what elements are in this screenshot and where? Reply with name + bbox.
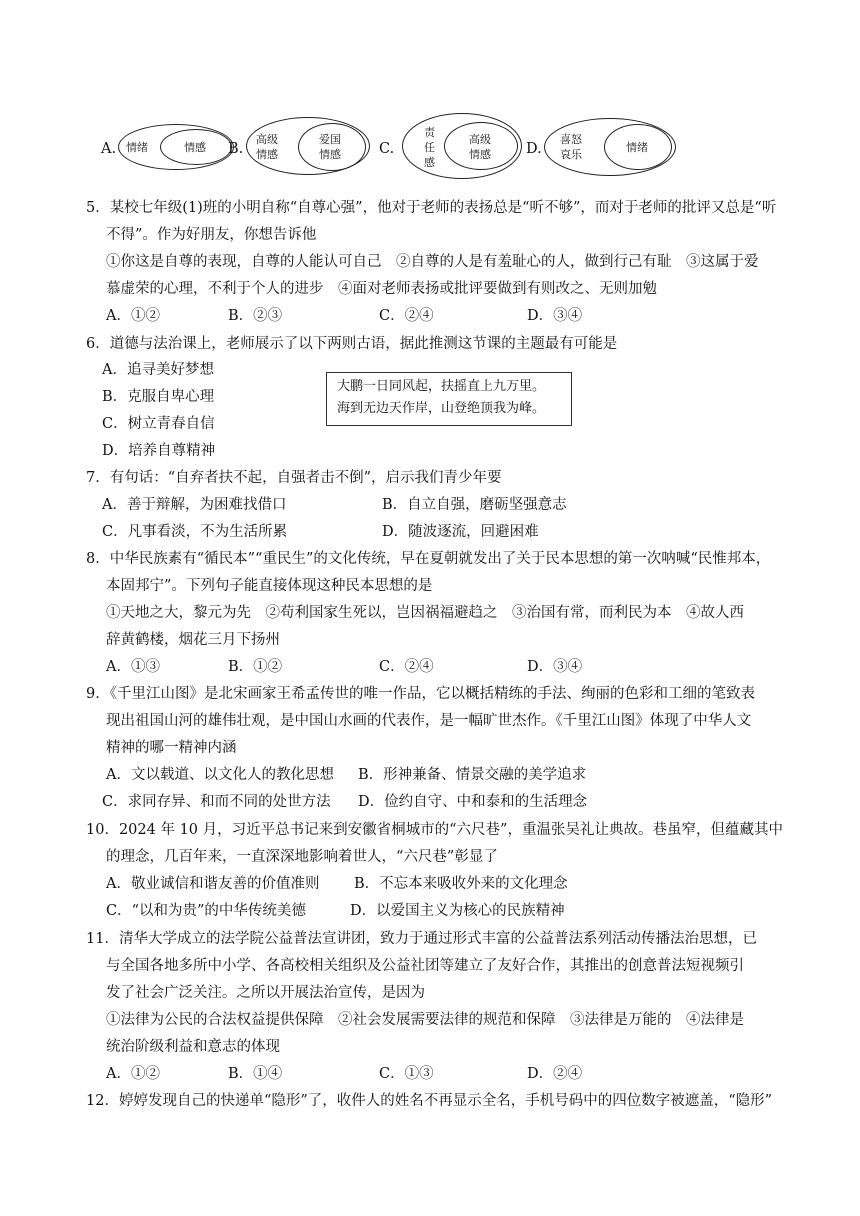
question-8-option-b: B．①② bbox=[228, 659, 283, 675]
question-11-items: ①法律为公民的合法权益提供保障 ②社会发展需要法律的规范和保障 ③法律是万能的 ④法律是 bbox=[106, 1012, 744, 1028]
question-6-option-a: A．追寻美好梦想 bbox=[102, 362, 214, 378]
poem-box bbox=[326, 372, 572, 426]
option-a-label: A. bbox=[101, 141, 117, 157]
question-5-option-b: B．②③ bbox=[228, 308, 283, 324]
outer-label-1: 责 bbox=[424, 126, 435, 139]
question-5-option-a: A．①② bbox=[106, 308, 160, 324]
question-8-stem-cont: 本固邦宁”。下列句子能直接体现这种民本思想的是 bbox=[106, 578, 433, 594]
question-10-option-d: D．以爱国主义为核心的民族精神 bbox=[350, 903, 565, 919]
question-9-stem: 9．《千里江山图》是北宋画家王希孟传世的唯一作品，它以概括精练的手法、绚丽的色彩和工细的笔致表 bbox=[86, 686, 755, 702]
question-11-stem-cont: 与全国各地多所中小学、各高校相关组织及公益社团等建立了友好合作，其推出的创意普法短视频引 bbox=[106, 958, 744, 974]
question-6-option-d: D．培养自尊精神 bbox=[102, 443, 216, 459]
question-11-items-cont: 统治阶级利益和意志的体现 bbox=[106, 1039, 280, 1055]
question-8-option-a: A．①③ bbox=[106, 659, 160, 675]
question-10-option-c: C．“以和为贵”的中华传统美德 bbox=[106, 903, 306, 919]
poem-line-2: 海到无边天作岸，山登绝顶我为峰。 bbox=[337, 401, 546, 416]
question-10-stem-cont: 的理念，几百年来，一直深深地影响着世人，“六尺巷”彰显了 bbox=[106, 849, 498, 865]
question-10-stem: 10．2024 年 10 月，习近平总书记来到安徽省桐城市的“六尺巷”，重温张吴礼让典故。巷虽窄，但蕴藏其中 bbox=[86, 822, 783, 838]
question-8-items: ①天地之大，黎元为先 ②苟利国家生死以，岂因祸福避趋之 ③治国有常，而利民为本 ④故人西 bbox=[106, 605, 744, 621]
question-7-option-a: A．善于辩解，为困难找借口 bbox=[102, 497, 287, 513]
question-9-stem-cont: 现出祖国山河的雄伟壮观，是中国山水画的代表作，是一幅旷世杰作。《千里江山图》体现了中华人文 bbox=[106, 713, 752, 729]
question-11-option-d: D．②④ bbox=[527, 1066, 583, 1082]
question-9-option-d: D．俭约自守、中和泰和的生活理念 bbox=[358, 794, 588, 810]
inner-label-1: 高级 bbox=[469, 133, 491, 146]
option-d-label: D. bbox=[526, 141, 542, 157]
question-8-option-d: D．③④ bbox=[527, 659, 583, 675]
question-6-option-b: B．克服自卑心理 bbox=[102, 389, 215, 405]
question-7-option-c: C．凡事看淡，不为生活所累 bbox=[102, 524, 288, 540]
outer-label-3: 感 bbox=[424, 156, 435, 169]
option-b-label: B. bbox=[228, 141, 244, 157]
question-9-stem-cont-2: 精神的哪一精神内涵 bbox=[106, 740, 237, 756]
question-7-option-d: D．随波逐流，回避困难 bbox=[382, 524, 539, 540]
inner-label-2: 情感 bbox=[469, 148, 491, 161]
question-5-option-c: C．②④ bbox=[379, 308, 434, 324]
outer-label-2: 哀乐 bbox=[560, 148, 582, 161]
question-9-option-a: A．文以载道、以文化人的教化思想 bbox=[106, 767, 334, 783]
inner-ellipse bbox=[298, 123, 366, 171]
question-8-option-c: C．②④ bbox=[379, 659, 434, 675]
question-10-option-b: B．不忘本来吸收外来的文化理念 bbox=[354, 876, 568, 892]
question-11-stem-cont-2: 发了社会广泛关注。之所以开展法治宣传，是因为 bbox=[106, 985, 425, 1001]
outer-label-1: 喜怒 bbox=[560, 133, 582, 146]
question-7-stem: 7．有句话：“自弃者扶不起，自强者击不倒”，启示我们青少年要 bbox=[86, 470, 502, 486]
question-8-stem: 8．中华民族素有“循民本”“重民生”的文化传统，早在夏朝就发出了关于民本思想的第一次呐喊“民惟邦本， bbox=[86, 551, 771, 567]
inner-label-2: 情感 bbox=[319, 148, 341, 161]
question-5-option-d: D．③④ bbox=[527, 308, 583, 324]
inner-label: 情绪 bbox=[626, 141, 648, 154]
question-9-option-b: B．形神兼备、情景交融的美学追求 bbox=[358, 767, 587, 783]
question-11-option-b: B．①④ bbox=[228, 1066, 283, 1082]
question-8-items-cont: 辞黄鹤楼，烟花三月下扬州 bbox=[106, 632, 280, 648]
question-5-items: ①你这是自尊的表现，自尊的人能认可自己 ②自尊的人是有羞耻心的人，做到行己有耻 ③这属于爱 bbox=[106, 254, 759, 270]
question-5-stem-cont: 不得”。作为好朋友，你想告诉他 bbox=[106, 227, 317, 243]
question-7-option-b: B．自立自强，磨砺坚强意志 bbox=[382, 497, 567, 513]
inner-label: 情感 bbox=[184, 141, 206, 154]
question-6-stem: 6．道德与法治课上，老师展示了以下两则古语，据此推测这节课的主题最有可能是 bbox=[86, 336, 618, 352]
question-9-option-c: C．求同存异、和而不同的处世方法 bbox=[102, 794, 331, 810]
question-5-stem: 5．某校七年级(1)班的小明自称“自尊心强”，他对于老师的表扬总是“听不够”，而对于老师的批评又总是“听 bbox=[86, 200, 777, 216]
inner-label-1: 爱国 bbox=[319, 133, 341, 146]
outer-label-2: 情感 bbox=[256, 148, 278, 161]
question-5-items-cont: 慕虚荣的心理，不利于个人的进步 ④面对老师表扬或批评要做到有则改之、无则加勉 bbox=[106, 281, 657, 297]
question-11-option-a: A．①② bbox=[106, 1066, 160, 1082]
outer-label: 情绪 bbox=[126, 141, 148, 154]
outer-label-2: 任 bbox=[424, 141, 435, 154]
question-6-option-c: C．树立青春自信 bbox=[102, 416, 215, 432]
question-10-option-a: A．敬业诚信和谐友善的价值准则 bbox=[106, 876, 320, 892]
question-12-stem: 12．婷婷发现自己的快递单“隐形”了，收件人的姓名不再显示全名，手机号码中的四位数字被遮盖，“隐形” bbox=[86, 1093, 773, 1109]
question-11-option-c: C．①③ bbox=[379, 1066, 434, 1082]
outer-label-1: 高级 bbox=[256, 133, 278, 146]
question-11-stem: 11．清华大学成立的法学院公益普法宣讲团，致力于通过形式丰富的公益普法系列活动传播法治思想，已 bbox=[86, 931, 757, 947]
poem-line-1: 大鹏一日同风起，扶摇直上九万里。 bbox=[337, 379, 546, 394]
option-c-label: C. bbox=[379, 141, 395, 157]
